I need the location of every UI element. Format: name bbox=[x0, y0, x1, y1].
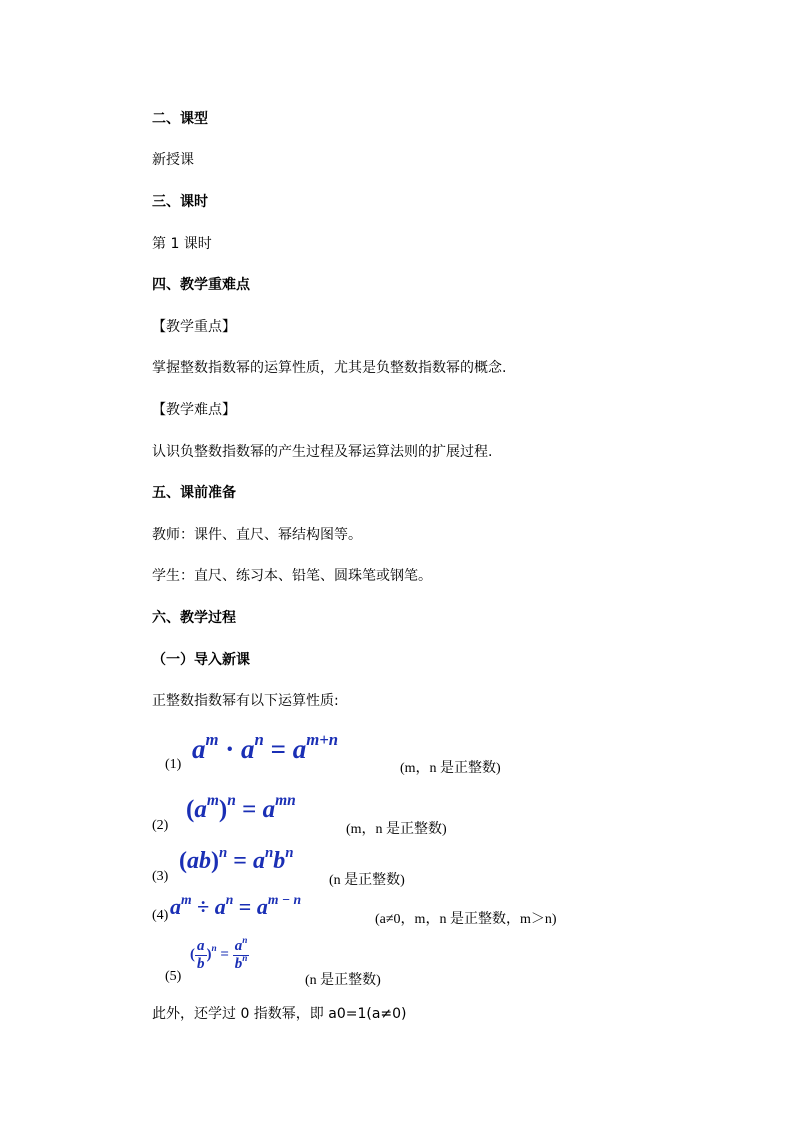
formula-label: (5) bbox=[165, 969, 182, 984]
teacher-prep-text: 教师：课件、直尺、幂结构图等。 bbox=[152, 527, 362, 543]
formula-condition: (m，n 是正整数) bbox=[400, 761, 501, 776]
formula-label: (3) bbox=[152, 869, 169, 884]
formula-product-rule: $a^m \cdot a^n = a^{m+n}$ bbox=[192, 730, 339, 764]
difficulty-label: 【教学难点】 bbox=[152, 402, 236, 418]
formula-fraction-power-rule: ( $\frac{a}{b}$ )$^n$ = $\frac{a^n}{b^n}$ bbox=[190, 936, 248, 972]
subsection-heading-intro: （一）导入新课 bbox=[152, 652, 250, 668]
formula-label: (4) bbox=[152, 908, 169, 923]
formula-quotient-rule: $a^m \div a^n = a^{m - n}$ bbox=[170, 891, 302, 919]
formula-product-power-rule: $(ab)^n = a^nb^n$ bbox=[179, 844, 294, 874]
formula-condition: (a≠0，m，n 是正整数，m＞n) bbox=[375, 912, 557, 927]
closing-text: 此外，还学过 0 指数幂，即 a0=1(a≠0) bbox=[152, 1006, 407, 1022]
lesson-type-text: 新授课 bbox=[152, 152, 194, 168]
focus-text: 掌握整数指数幂的运算性质，尤其是负整数指数幂的概念. bbox=[152, 360, 507, 376]
formula-condition: (n 是正整数) bbox=[329, 873, 405, 888]
formula-condition: (n 是正整数) bbox=[305, 973, 381, 988]
formula-condition: (m，n 是正整数) bbox=[346, 822, 447, 837]
section-heading-process: 六、教学过程 bbox=[152, 610, 236, 626]
section-heading-preparation: 五、课前准备 bbox=[152, 485, 236, 501]
formula-label: (1) bbox=[165, 757, 182, 772]
period-text: 第 1 课时 bbox=[152, 236, 212, 252]
section-heading-lesson-type: 二、课型 bbox=[152, 111, 208, 127]
student-prep-text: 学生：直尺、练习本、铅笔、圆珠笔或钢笔。 bbox=[152, 568, 432, 584]
formula-label: (2) bbox=[152, 818, 169, 833]
focus-label: 【教学重点】 bbox=[152, 319, 236, 335]
section-heading-key-points: 四、教学重难点 bbox=[152, 277, 250, 293]
difficulty-text: 认识负整数指数幂的产生过程及幂运算法则的扩展过程. bbox=[152, 444, 493, 460]
intro-text: 正整数指数幂有以下运算性质: bbox=[152, 693, 339, 709]
section-heading-period: 三、课时 bbox=[152, 194, 208, 210]
formula-power-rule: $(a^m)^n = a^{mn}$ bbox=[186, 792, 296, 823]
